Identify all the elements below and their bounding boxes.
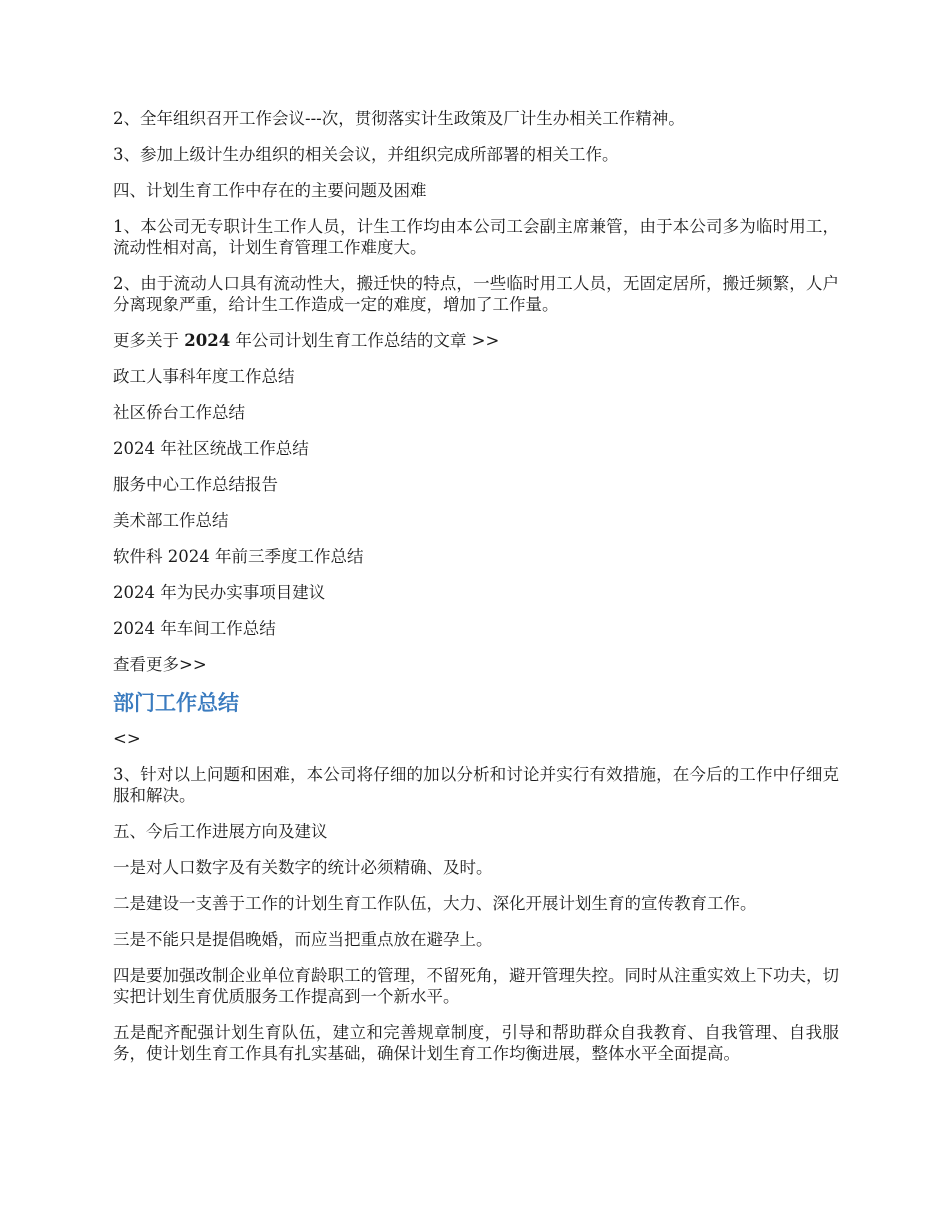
section-title: 部门工作总结 xyxy=(113,691,239,715)
related-link[interactable]: 软件科 2024 年前三季度工作总结 xyxy=(113,547,364,566)
paragraph: 三是不能只是提倡晚婚，而应当把重点放在避孕上。 xyxy=(113,930,493,949)
paragraph-heading: 五、今后工作进展方向及建议 xyxy=(113,822,328,841)
view-more-link[interactable]: 查看更多>> xyxy=(113,655,207,674)
paragraph: 五是配齐配强计划生育队伍，建立和完善规章制度，引导和帮助群众自我教育、自我管理、自我服务，使计划生育工作具有扎实基础，确保计划生育工作均衡进展，整体水平全面提高。 xyxy=(113,1023,839,1063)
related-link[interactable]: 服务中心工作总结报告 xyxy=(113,475,278,494)
paragraph: 四是要加强改制企业单位育龄职工的管理，不留死角，避开管理失控。同时从注重实效上下功夫，切实把计划生育优质服务工作提高到一个新水平。 xyxy=(113,966,839,1006)
paragraph: 二是建设一支善于工作的计划生育工作队伍，大力、深化开展计划生育的宣传教育工作。 xyxy=(113,894,757,913)
related-link[interactable]: 2024 年为民办实事项目建议 xyxy=(113,583,326,602)
related-link[interactable]: 政工人事科年度工作总结 xyxy=(113,367,295,386)
related-link[interactable]: 2024 年车间工作总结 xyxy=(113,619,276,638)
related-link[interactable]: 社区侨台工作总结 xyxy=(113,403,245,422)
paragraph: 2、全年组织召开工作会议---次，贯彻落实计生政策及厂计生办相关工作精神。 xyxy=(113,109,685,128)
document-page xyxy=(113,108,839,1079)
paragraph: 一是对人口数字及有关数字的统计必须精确、及时。 xyxy=(113,858,493,877)
more-articles-year: 2024 xyxy=(184,331,231,350)
paragraph: 3、针对以上问题和困难，本公司将仔细的加以分析和讨论并实行有效措施，在今后的工作中仔细克服和解决。 xyxy=(113,765,839,805)
paragraph: 3、参加上级计生办组织的相关会议，并组织完成所部署的相关工作。 xyxy=(113,145,619,164)
paragraph-heading: 四、计划生育工作中存在的主要问题及困难 xyxy=(113,181,427,200)
paragraph: 1、本公司无专职计生工作人员，计生工作均由本公司工会副主席兼管，由于本公司多为临时用工，流动性相对高，计划生育管理工作难度大。 xyxy=(113,217,839,257)
related-link[interactable]: 2024 年社区统战工作总结 xyxy=(113,439,309,458)
more-articles-suffix: 年公司计划生育工作总结的文章 >> xyxy=(230,331,500,350)
related-link[interactable]: 美术部工作总结 xyxy=(113,511,229,530)
more-articles-prefix: 更多关于 xyxy=(113,331,185,350)
more-articles-link[interactable] xyxy=(113,330,839,351)
paragraph: 2、由于流动人口具有流动性大，搬迁快的特点，一些临时用工人员，无固定居所，搬迁频繁，人户分离现象严重，给计生工作造成一定的难度，增加了工作量。 xyxy=(113,274,839,314)
separator: <> xyxy=(113,729,141,748)
